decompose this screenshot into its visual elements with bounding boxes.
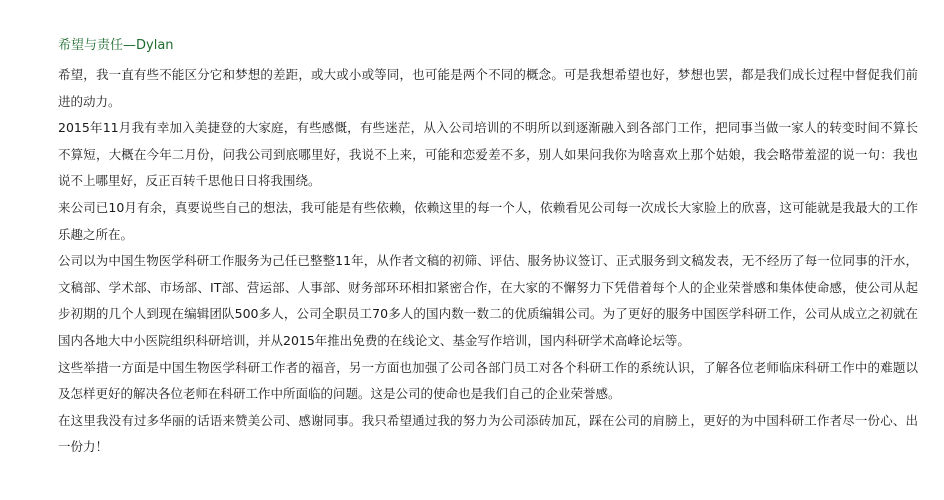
paragraph-company-mission: 公司以为中国生物医学科研工作服务为己任已整整11年，从作者文稿的初筛、评估、服务协议签订、正式服务到文稿发表，无不经历了每一位同事的汗水，文稿部、学术部、市场部、IT部、营运部、人事部、财务部环环相扣紧密合作，在大家的不懈努力下凭借着每个人的企业荣誉感和集体使命感，使公司从起步初期的几个人到现在编辑团队500多人，公司全职员工70多人的国内数一数二的优质编辑公司。为了更好的服务中国医学科研工作，公司从成立之初就在国内各地大中小医院组织科研培训，并从2015年推出免费的在线论文、基金写作培训，国内科研学术高峰论坛等。 (58, 253, 918, 348)
paragraph-closing: 在这里我没有过多华丽的话语来赞美公司、感谢同事。我只希望通过我的努力为公司添砖加瓦，踩在公司的肩膀上，更好的为中国科研工作者尽一份心、出一份力！ (58, 412, 918, 455)
paragraph-joining: 2015年11月我有幸加入美捷登的大家庭，有些感慨，有些迷茫，从入公司培训的不明所以到逐渐融入到各部门工作，把同事当做一家人的转变时间不算长不算短，大概在今年二月份，问我公司到底哪里好，我说不上来，可能和恋爱差不多，别人如果问我你为啥喜欢上那个姑娘，我会略带羞涩的说一句：我也说不上哪里好，反正百转千思他日日将我围绕。 (58, 120, 918, 189)
paragraph-hope: 希望，我一直有些不能区分它和梦想的差距，或大或小或等同，也可能是两个不同的概念。可是我想希望也好，梦想也罢，都是我们成长过程中督促我们前进的动力。 (58, 67, 918, 109)
article-title: 希望与责任—Dylan (58, 38, 174, 53)
article (58, 36, 918, 461)
paragraph-dependence: 来公司已10月有余，真要说些自己的想法，我可能是有些依赖，依赖这里的每一个人，依赖看见公司每一次成长大家脸上的欣喜，这可能就是我最大的工作乐趣之所在。 (58, 199, 918, 242)
paragraph-measures: 这些举措一方面是中国生物医学科研工作者的福音，另一方面也加强了公司各部门员工对各个科研工作的系统认识，了解各位老师临床科研工作中的难题以及怎样更好的解决各位老师在科研工作中所面临的问题。这是公司的使命也是我们自己的企业荣誉感。 (58, 359, 918, 402)
